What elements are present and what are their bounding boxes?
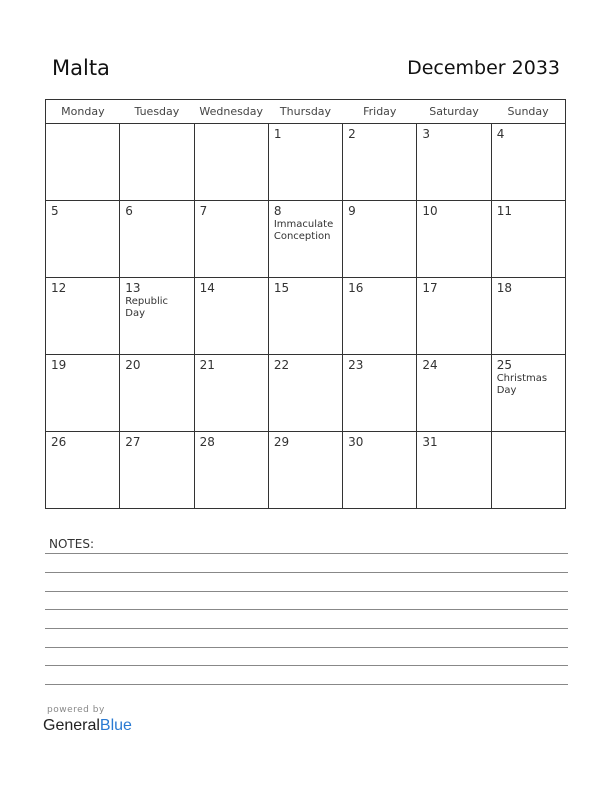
day-cell [46, 124, 120, 201]
note-line [45, 609, 568, 610]
day-cell [120, 201, 194, 278]
day-number: 29 [273, 435, 290, 449]
generalblue-logo[interactable] [43, 717, 132, 735]
holiday-label: Republic Day [125, 296, 169, 319]
month-year-title: December 2033 [407, 57, 560, 79]
note-line [45, 572, 568, 573]
day-cell [46, 278, 120, 355]
day-number: 23 [348, 358, 364, 372]
day-cell [491, 124, 565, 201]
day-cell [268, 278, 342, 355]
note-line [45, 628, 568, 629]
day-number: 12 [51, 281, 67, 295]
day-number: 28 [199, 435, 215, 449]
brand-blue: Blue [99, 717, 132, 734]
day-number: 16 [348, 281, 364, 295]
note-line [45, 684, 568, 685]
day-number: 10 [422, 204, 438, 218]
day-cell [194, 355, 268, 432]
day-cell [120, 355, 194, 432]
day-number: 15 [273, 281, 290, 295]
day-cell [46, 432, 120, 509]
day-cell [491, 355, 565, 432]
day-number: 2 [348, 127, 356, 141]
weekday-monday: Monday [46, 100, 120, 124]
day-number: 11 [496, 204, 512, 218]
holiday-label: Immaculate Conception [273, 219, 334, 242]
day-cell [343, 355, 417, 432]
day-number: 1 [273, 127, 282, 141]
weekday-tuesday: Tuesday [120, 100, 194, 124]
week-row [46, 355, 566, 432]
weekday-wednesday: Wednesday [194, 100, 268, 124]
day-cell [343, 278, 417, 355]
day-cell [268, 432, 342, 509]
day-number: 31 [422, 435, 438, 449]
day-number: 5 [51, 204, 59, 218]
week-row [46, 124, 566, 201]
day-cell [343, 201, 417, 278]
note-line [45, 665, 568, 666]
day-cell [417, 355, 491, 432]
day-cell [343, 432, 417, 509]
day-number: 22 [273, 358, 290, 372]
day-number: 7 [199, 204, 208, 218]
day-number: 17 [422, 281, 438, 295]
weekday-saturday: Saturday [417, 100, 491, 124]
day-number: 20 [125, 358, 141, 372]
powered-by-text: powered by [47, 705, 105, 715]
weekday-sunday: Sunday [491, 100, 565, 124]
day-number: 24 [422, 358, 438, 372]
weekday-header-row [46, 100, 566, 124]
day-number: 26 [51, 435, 67, 449]
day-number: 6 [125, 204, 133, 218]
day-cell [120, 124, 194, 201]
day-cell [46, 201, 120, 278]
brand-general: General [43, 717, 100, 734]
day-cell [417, 432, 491, 509]
day-cell [120, 278, 194, 355]
week-row [46, 201, 566, 278]
day-cell [491, 432, 565, 509]
note-line [45, 647, 568, 648]
day-cell [417, 278, 491, 355]
day-cell [120, 432, 194, 509]
day-cell [491, 278, 565, 355]
day-cell [343, 124, 417, 201]
week-row [46, 278, 566, 355]
day-number: 14 [199, 281, 215, 295]
day-cell [194, 432, 268, 509]
day-number: 4 [496, 127, 505, 141]
note-line [45, 553, 568, 554]
day-cell [417, 201, 491, 278]
day-number: 3 [422, 127, 431, 141]
day-number: 25 [496, 358, 512, 372]
day-number: 8 [273, 204, 282, 218]
day-cell [268, 124, 342, 201]
day-number: 30 [348, 435, 364, 449]
notes-label: NOTES: [49, 537, 94, 551]
day-number: 19 [51, 358, 67, 372]
weekday-friday: Friday [343, 100, 417, 124]
weekday-thursday: Thursday [268, 100, 342, 124]
day-cell [417, 124, 491, 201]
day-number: 13 [125, 281, 141, 295]
day-number: 21 [199, 358, 215, 372]
day-cell [268, 201, 342, 278]
day-cell [268, 355, 342, 432]
day-number: 18 [496, 281, 512, 295]
day-cell [194, 278, 268, 355]
note-line [45, 591, 568, 592]
day-number: 27 [125, 435, 141, 449]
calendar-grid [45, 99, 566, 509]
day-cell [491, 201, 565, 278]
day-number: 9 [348, 204, 356, 218]
country-title: Malta [52, 56, 110, 80]
day-cell [194, 124, 268, 201]
day-cell [46, 355, 120, 432]
holiday-label: Christmas Day [496, 373, 548, 396]
week-row [46, 432, 566, 509]
day-cell [194, 201, 268, 278]
